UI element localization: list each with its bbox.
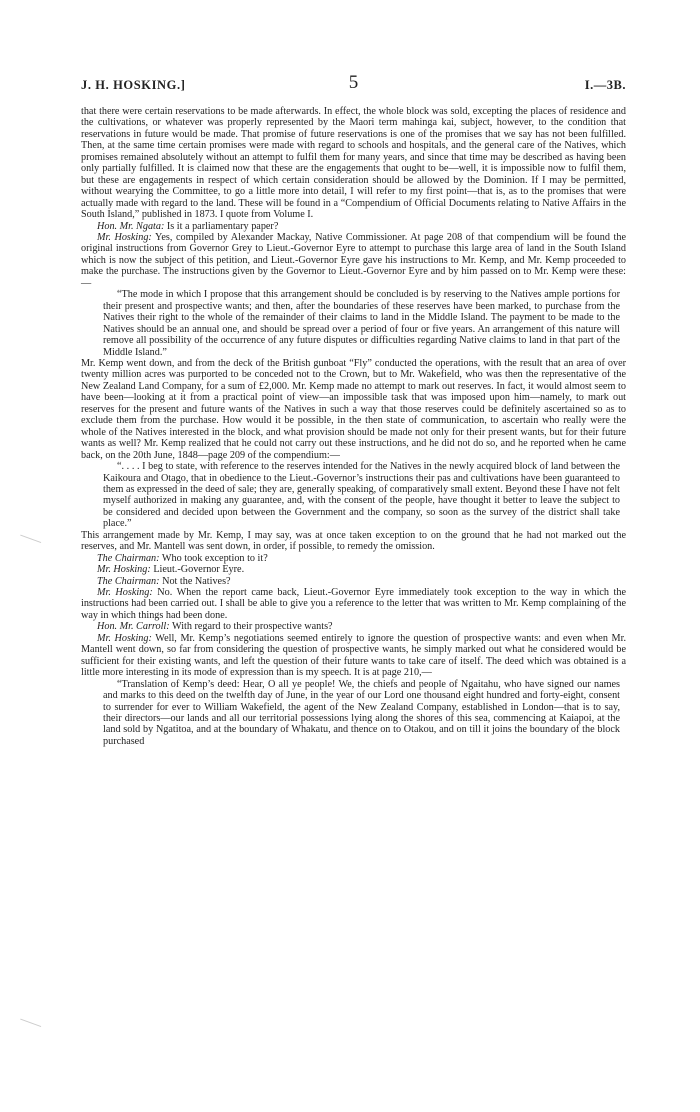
block-quote: “The mode in which I propose that this arrangement should be concluded is by reserving to the Natives ample portions for their present and prospective wants; and then, after the boundaries of these reserves have been marked, to purchase from the Natives their right to the whole of the remainder of their claims to land in the Middle Island. The payment to be made to the Natives should be an annual one, and should be spread over a period of four or five years. An arrangement of this nature will remove all possibility of the occurrence of any future disputes or difficulties regarding Native claims to land in that part of the Middle Island.” [103, 289, 620, 358]
margin-mark [17, 1019, 41, 1037]
dialogue-line [81, 553, 626, 564]
speaker-name: The Chairman: [97, 552, 160, 564]
paragraph: Mr. Kemp went down, and from the deck of the British gunboat “Fly” conducted the operations, with the result that an area of over twenty million acres was purported to be conceded not to the Crown, but to Mr. Wakefield, who was then the representative of the New Zealand Land Company, for a sum of £2,000. Mr. Kemp made no attempt to mark out reserves. In fact, it would almost seem to have been—looking at it from a practical point of view—an impossible task that was imposed upon him—namely, to mark out reserves for the present and future wants of the Natives in such a way that those reserves could be definitely ascertained so as to exclude them from the purchase. How would it be possible, in the then state of communication, to ascertain who really were the whole of the Natives interested in the block, and what provision should be made not only for their present wants, but for their future wants as well? Mr. Kemp realized that he could not carry out these instructions, and he did not do so, and he reported when he came back, on the 20th June, 1848—page 209 of the compendium:— [81, 357, 626, 461]
dialogue-line [81, 587, 626, 621]
speech-text: Lieut.-Governor Eyre. [150, 564, 245, 576]
paragraph: This arrangement made by Mr. Kemp, I may say, was at once taken exception to on the ground that he had not marked out the reserves, and Mr. Mantell was sent down, in order, if possible, to remedy the omission. [81, 529, 626, 553]
speech-text: No. When the report came back, Lieut.-Governor Eyre immediately took exception to the way in which the instructions had been carried out. I shall be able to give you a reference to the letter that was written to Mr. Kemp complaining of the way in which things had been done. [81, 587, 626, 621]
dialogue-line [81, 633, 626, 679]
speaker-name: Hon. Mr. Ngata: [97, 220, 165, 232]
page-number: 5 [348, 72, 359, 93]
dialogue-line [81, 564, 626, 575]
dialogue-line [81, 621, 626, 632]
block-quote: “. . . . I beg to state, with reference to the reserves intended for the Natives in the newly acquired block of land between the Kaikoura and Otago, that in obedience to the Lieut.-Governor’s instructions their pas and cultivations have been guaranteed to them as expressed in the deed of sale; they are, generally speaking, of comparatively small extent. Beyond these I have not felt myself authorized in making any guarantee, and, with the consent of the people, have thought it better to leave the subject to be considered and decided upon between the Government and the company, so soon as the survey of the district shall take place.” [103, 461, 620, 530]
speech-text: Yes, compiled by Alexander Mackay, Native Commissioner. At page 208 of that compendium will be found the original instructions from Governor Grey to Lieut.-Governor Eyre to attempt to purchase this large area of land in the South Island which is now the subject of this petition, and Lieut.-Governor Eyre gave his instructions to Mr. Kemp, and Mr. Kemp proceeded to make the purchase. The instructions given by the Governor to Lieut.-Governor Eyre and by him passed on to Mr. Kemp were these:— [81, 231, 627, 289]
header-author: J. H. HOSKING.] [81, 78, 186, 92]
speaker-name: Mr. Hosking: [97, 632, 152, 644]
speech-text: Who took exception to it? [159, 552, 268, 564]
speaker-name: Mr. Hosking: [97, 564, 151, 576]
speech-text: Is it a parliamentary paper? [164, 220, 279, 232]
speaker-name: Mr. Hosking: [97, 587, 153, 599]
speech-text: With regard to their prospective wants? [169, 621, 333, 633]
speaker-name: The Chairman: [97, 575, 160, 587]
margin-mark [17, 535, 41, 553]
speech-text: Well, Mr. Kemp’s negotiations seemed entirely to ignore the question of prospective wants: and even when Mr. Mantell went down, so far from considering the question of prospective wants, he simply marked out what he considered would be sufficient for their existing wants, and left the question of their future wants to take care of itself. The deed which was obtained is a little more interesting in its mode of expression than is my speech. It is at page 210,— [81, 632, 626, 679]
speaker-name: Hon. Mr. Carroll: [97, 621, 170, 633]
block-quote: “Translation of Kemp’s deed: Hear, O all ye people! We, the chiefs and people of Ngaitahu, who have signed our names and marks to this deed on the twelfth day of June, in the year of our Lord one thousand eight hundred and forty-eight, consent to surrender for ever to William Wakefield, the agent of the New Zealand Company, established in London—that is to say, their directors—our lands and all our territorial possessions lying along the shores of this sea, commencing at Kaiapoi, at the land sold by Ngatitoa, and at the boundary of Whakatu, and thence on to Otakou, and on till it joins the boundary of the block purchased [103, 678, 620, 747]
speaker-name: Mr. Hosking: [97, 231, 152, 243]
dialogue-line [81, 232, 626, 289]
speech-text: Not the Natives? [159, 575, 231, 587]
page-body [81, 106, 626, 747]
paragraph: that there were certain reservations to be made afterwards. In effect, the whole block was sold, excepting the places of residence and the cultivations, or whatever was properly represented by the Maori term mahinga kai, subject, however, to the condition that reservations in future would be made. That promise of future reservations is one of the promises that we say has not been fulfilled. Then, at the same time certain promises were made with regard to schools and hospitals, and the general care of the Natives, which promises remained absolutely without an attempt to fulfil them for many years, and since that time may be described as having been only partially fulfilled. It is claimed now that these are the engagements that ought to be—well, it is impossible now to fulfil them, but these are engagements in respect of which certain consideration should be allowed by the Dominion. If I may be permitted, without wearying the Committee, to go a little more into detail, I will refer to my first point—that is, as to the promises that were actually made with regard to the land. These will be found in a “Compendium of Official Documents relating to Native Affairs in the South Island,” published in 1873. I quote from Volume I. [81, 106, 626, 221]
document-reference: I.—3B. [584, 78, 626, 92]
dialogue-line [81, 221, 626, 232]
dialogue-line [81, 576, 626, 587]
page-header [81, 74, 626, 100]
